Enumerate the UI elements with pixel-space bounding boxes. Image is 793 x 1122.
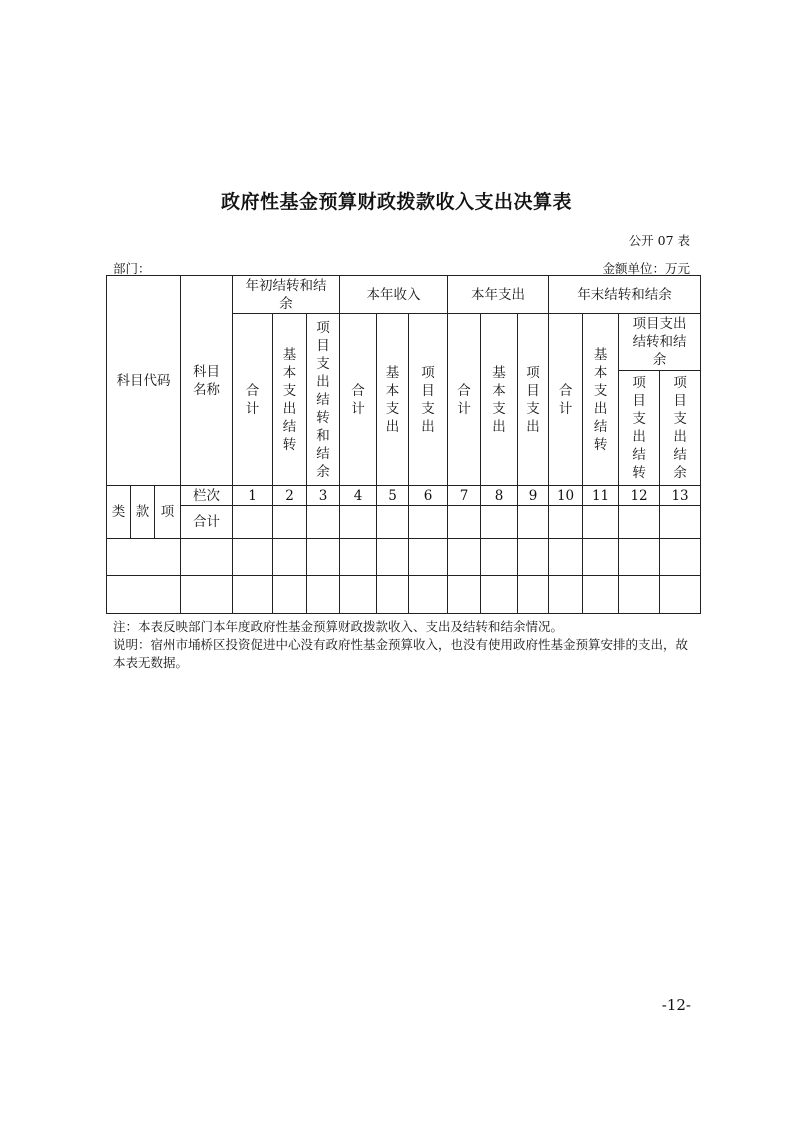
table-cell xyxy=(377,539,409,576)
col-number: 8 xyxy=(481,486,518,506)
table-cell xyxy=(481,539,518,576)
total-row-label: 合计 xyxy=(181,506,233,539)
table-cell xyxy=(660,506,701,539)
amount-unit-label: 金额单位：万元 xyxy=(602,261,690,276)
table-cell xyxy=(409,506,448,539)
table-cell xyxy=(233,506,273,539)
end-total-header: 合计 xyxy=(549,314,583,486)
col-number: 6 xyxy=(409,486,448,506)
col-number: 9 xyxy=(518,486,549,506)
subject-code-header: 科目代码 xyxy=(107,276,181,486)
table-cell xyxy=(583,576,619,614)
col-number: 13 xyxy=(660,486,701,506)
table-cell xyxy=(619,539,660,576)
table-cell xyxy=(377,506,409,539)
table-cell xyxy=(409,539,448,576)
header-row-1 xyxy=(107,276,701,314)
table-cell xyxy=(549,539,583,576)
table-cell xyxy=(619,576,660,614)
column-number-row xyxy=(107,486,701,506)
table-cell xyxy=(619,506,660,539)
col-number: 10 xyxy=(549,486,583,506)
end-project-carryover-header: 项目支出结转 xyxy=(619,371,660,486)
total-row xyxy=(107,506,701,539)
table-cell xyxy=(307,506,340,539)
table-cell xyxy=(481,506,518,539)
page-number: -12- xyxy=(661,996,691,1014)
page-title: 政府性基金预算财政拨款收入支出决算表 xyxy=(220,191,572,213)
department-label: 部门： xyxy=(113,261,151,276)
current-income-header: 本年收入 xyxy=(340,276,448,314)
table-cell xyxy=(583,506,619,539)
form-number: 公开 07 表 xyxy=(628,233,690,248)
end-project-group-header: 项目支出结转和结余 xyxy=(619,314,701,371)
empty-row xyxy=(107,539,701,576)
begin-balance-header: 年初结转和结余 xyxy=(233,276,340,314)
table-cell xyxy=(448,576,481,614)
table-cell xyxy=(307,576,340,614)
col-number: 1 xyxy=(233,486,273,506)
table-cell xyxy=(409,576,448,614)
begin-total-header: 合计 xyxy=(233,314,273,486)
expense-basic-header: 基本支出 xyxy=(481,314,518,486)
table-cell xyxy=(549,576,583,614)
empty-row xyxy=(107,576,701,614)
col-number: 5 xyxy=(377,486,409,506)
income-project-header: 项目支出 xyxy=(409,314,448,486)
income-total-header: 合计 xyxy=(340,314,377,486)
table-cell xyxy=(340,576,377,614)
table-cell xyxy=(107,576,181,614)
table-cell xyxy=(273,539,307,576)
table-cell xyxy=(518,506,549,539)
subject-name-header: 科目名称 xyxy=(181,276,233,486)
end-basic-header: 基本支出结转 xyxy=(583,314,619,486)
budget-table xyxy=(106,275,701,614)
table-cell xyxy=(340,506,377,539)
end-project-surplus-header: 项目支出结余 xyxy=(660,371,701,486)
table-cell xyxy=(181,539,233,576)
notes-section xyxy=(113,618,698,672)
income-basic-header: 基本支出 xyxy=(377,314,409,486)
col-number: 3 xyxy=(307,486,340,506)
table-cell xyxy=(448,539,481,576)
table-cell xyxy=(273,576,307,614)
table-cell xyxy=(518,539,549,576)
col-number: 4 xyxy=(340,486,377,506)
col-number: 12 xyxy=(619,486,660,506)
table-cell xyxy=(583,539,619,576)
table-cell xyxy=(481,576,518,614)
expense-project-header: 项目支出 xyxy=(518,314,549,486)
code-xiang: 项 xyxy=(155,486,181,539)
table-cell xyxy=(181,576,233,614)
table-cell xyxy=(549,506,583,539)
code-kuan: 款 xyxy=(131,486,155,539)
explanation-text: 说明：宿州市埇桥区投资促进中心没有政府性基金预算收入，也没有使用政府性基金预算安排的支出，故本表无数据。 xyxy=(113,637,689,670)
code-lei: 类 xyxy=(107,486,131,539)
table-cell xyxy=(518,576,549,614)
table-cell xyxy=(340,539,377,576)
table-cell xyxy=(660,576,701,614)
note-text: 注：本表反映部门本年度政府性基金预算财政拨款收入、支出及结转和结余情况。 xyxy=(113,619,564,634)
expense-total-header: 合计 xyxy=(448,314,481,486)
begin-project-header: 项目支出结转和结余 xyxy=(307,314,340,486)
begin-basic-header: 基本支出结转 xyxy=(273,314,307,486)
current-expense-header: 本年支出 xyxy=(448,276,549,314)
table-cell xyxy=(233,576,273,614)
end-balance-header: 年末结转和结余 xyxy=(549,276,701,314)
row-seq-label: 栏次 xyxy=(181,486,233,506)
table-cell xyxy=(448,506,481,539)
col-number: 7 xyxy=(448,486,481,506)
table-cell xyxy=(307,539,340,576)
table-cell xyxy=(233,539,273,576)
table-cell xyxy=(660,539,701,576)
table-cell xyxy=(273,506,307,539)
col-number: 11 xyxy=(583,486,619,506)
col-number: 2 xyxy=(273,486,307,506)
table-cell xyxy=(107,539,181,576)
table-cell xyxy=(377,576,409,614)
